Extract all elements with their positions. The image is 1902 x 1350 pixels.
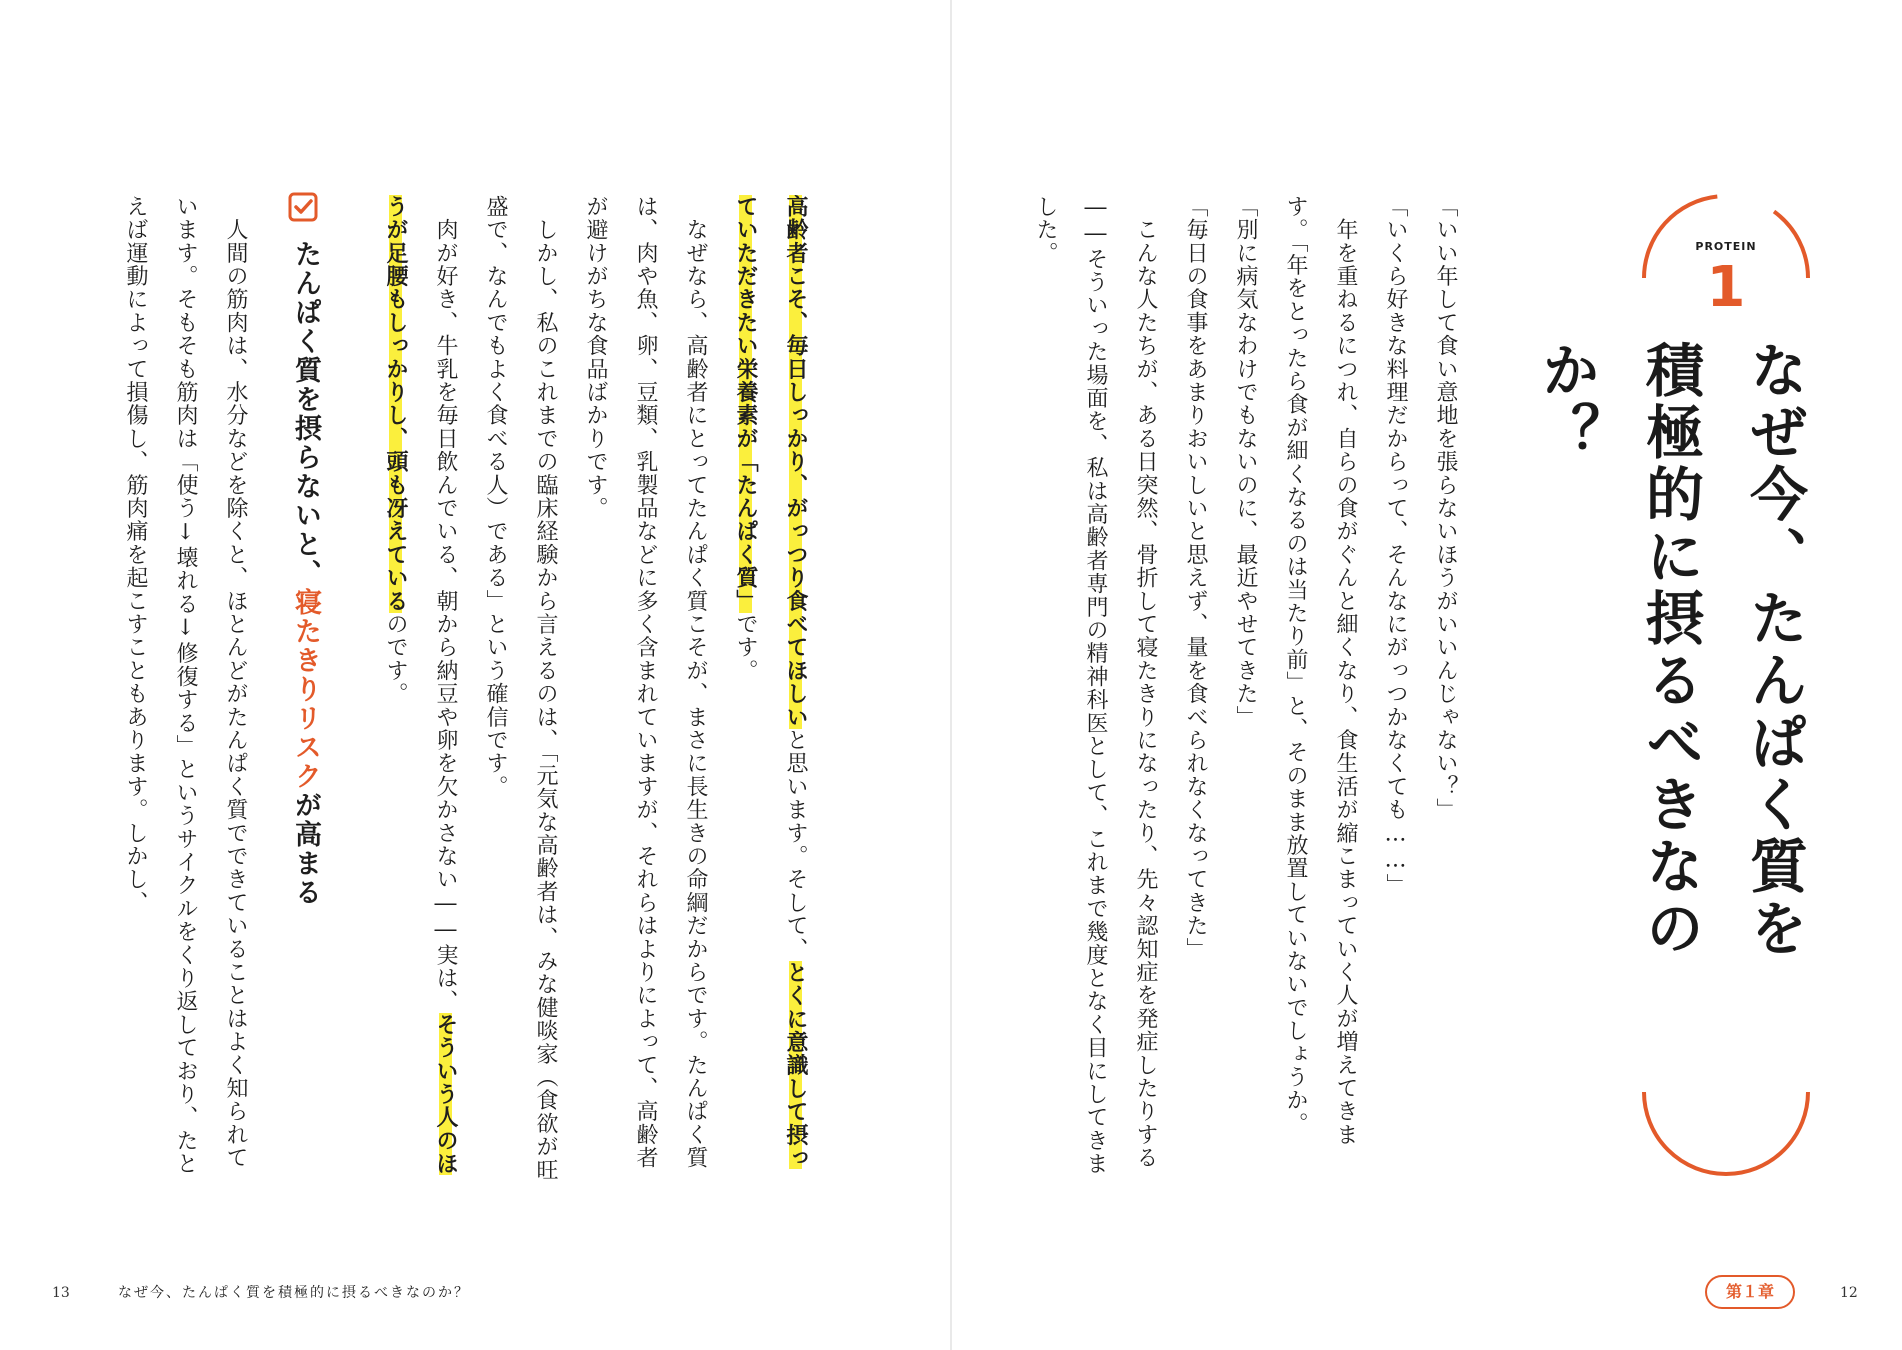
body-text: のです。: [383, 612, 408, 706]
intro-paragraph: [720, 195, 820, 1185]
subheading-emphasis: 寝たきりリスク: [290, 588, 321, 791]
paragraph: こんな人たちが、ある日突然、骨折して寝たきりになったり、先々認知症を発症したりする――そういった場面を、私は高齢者専門の精神科医として、これまで幾度となく目にしてきました。: [1033, 195, 1158, 1176]
paragraph: なぜなら、高齢者にとってたんぱく質こそが、まさに長生きの命綱だからです。たんぱく質は、肉や魚、卵、豆類、乳製品などに多く含まれていますが、それらはよりによって、高齢者が避けがちな食品ばかりです。: [583, 195, 708, 1170]
body-text: と思います。そして、: [783, 728, 808, 961]
paragraph: 人間の筋肉は、水分などを除くと、ほとんどがたんぱく質でできていることはよく知られています。そもそも筋肉は「使う↓壊れる↓修復する」というサイクルをくり返しており、たとえば運動によって損傷し、筋肉痛を起こすこともあります。しかし、: [123, 195, 248, 1176]
checkmark-icon: [288, 192, 318, 222]
chapter-number: 1: [1706, 255, 1746, 320]
section-subheading: [280, 240, 330, 1060]
highlight-text: そういう人のほうが足腰もしっかりし、頭も冴えている: [383, 195, 458, 1176]
left-page-body-bottom: [110, 195, 260, 1185]
paragraph: 年を重ねるにつれ、自らの食がぐんと細くなり、食生活が縮こまっていく人が増えてきます。「年をとったら食が細くなるのは当たり前」と、そのまま放置していないでしょうか。: [1283, 195, 1358, 1147]
left-page-body-top: [380, 195, 820, 1185]
body-text: です。: [733, 612, 758, 683]
title-line-1: なぜ今、たんぱく質を: [1740, 340, 1808, 960]
highlight-text: 高齢者こそ、毎日しっかり、がっつり食べてほしい: [783, 195, 808, 729]
paragraph: 「別に病気なわけでもないのに、最近やせてきた」: [1233, 195, 1258, 729]
title-line-2: 積極的に摂るべきなのか？: [1532, 340, 1704, 960]
page-number-right: 12: [1840, 1285, 1858, 1301]
title-bracket-bottom-icon: [1636, 1090, 1816, 1180]
paragraph: 「毎日の食事をあまりおいしいと思えず、量を食べられなくなってきた」: [1183, 195, 1208, 961]
chapter-badge: 第１章: [1705, 1275, 1795, 1309]
right-page-body: [1033, 195, 1470, 1185]
highlight-text: とくに意識して摂っていただきたい栄養素が「たんぱく質」: [733, 195, 808, 1170]
page-number-left: 13: [52, 1285, 70, 1301]
running-head: なぜ今、たんぱく質を積極的に摂るべきなのか？: [118, 1285, 470, 1301]
page-gutter: [950, 0, 952, 1350]
paragraph: 「いくら好きな料理だからって、そんなにがっつかなくても……」: [1383, 195, 1408, 897]
subheading-text: たんぱく質を摂らないと、: [290, 240, 321, 588]
paragraph: 「いい年して食い意地を張らないほうがいいんじゃない？」: [1433, 195, 1458, 822]
chapter-title: [1532, 340, 1826, 1060]
protein-label: PROTEIN: [1695, 240, 1757, 253]
paragraph: しかし、私のこれまでの臨床経験から言えるのは、「元気な高齢者は、みな健啖家（食欲が旺盛で、なんでもよく食べる人）である」という確信です。: [483, 195, 558, 1182]
paragraph: [370, 195, 470, 1185]
subheading-text: が高まる: [290, 791, 321, 907]
body-text: 肉が好き、牛乳を毎日飲んでいる、朝から納豆や卵を欠かさない――実は、: [433, 195, 458, 1013]
